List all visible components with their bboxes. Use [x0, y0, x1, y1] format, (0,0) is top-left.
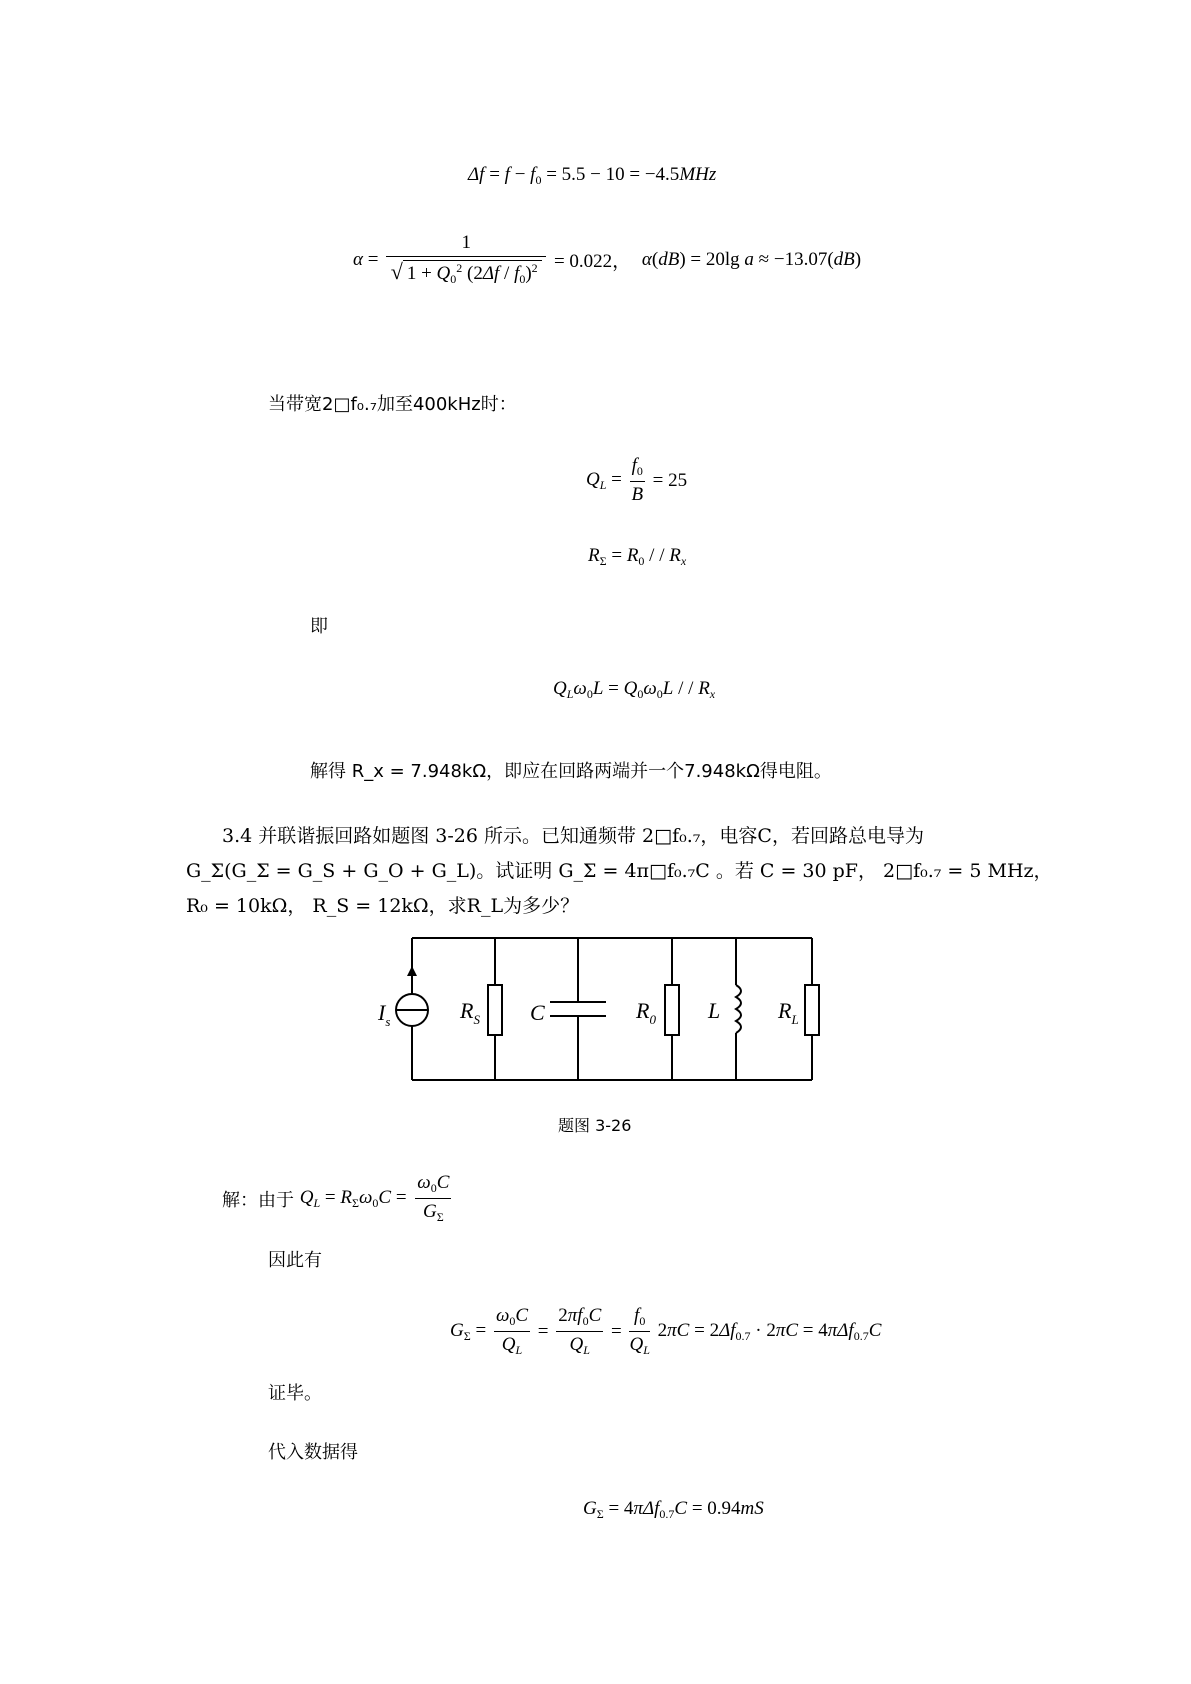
problem-line-3: R₀ = 10kΩ， R_S = 12kΩ，求R_L为多少？	[186, 895, 580, 917]
alpha-result: = 0.022，	[553, 251, 632, 272]
eq-ql: $Q_L$ = $\frac{f_0}{B}$ = 25	[586, 455, 688, 505]
solution-line: 解：由于 $Q_L = R_\Sigma\omega_0C$ = $\frac{\omega_0C}{G_\Sigma}$	[222, 1172, 450, 1224]
therefore-text: 因此有	[268, 1250, 322, 1271]
label-l: L	[708, 998, 721, 1023]
label-rl: $R_L$	[778, 998, 799, 1027]
label-r0: $R_0$	[636, 998, 656, 1027]
eq-ql-omega: $Q_L\omega_0L = Q_0\omega_0L$ / / $R_x$	[553, 678, 716, 701]
solution-intro: 解：由于	[222, 1189, 294, 1211]
eq-r-sigma: $R_\Sigma = R_0$ / / $R_x$	[588, 545, 687, 568]
label-c: C	[530, 1000, 545, 1025]
label-is: $I_s$	[378, 1000, 391, 1029]
eq-g-sigma-derivation: $G_\Sigma$ = $\frac{\omega_0C}{Q_L}$ = $\frac{2\pi f_0C}{Q_L}$ = $\frac{f_0}{Q_L}$ $2\pi C = 2\Delta f_{0.7} \cdot 2\pi C = 4\pi\Delta f_{0.7}C$	[450, 1305, 882, 1357]
problem-line-2: G_Σ(G_Σ = G_S + G_O + G_L)。试证明 G_Σ = 4π□f₀.₇C 。若 C = 30 pF， 2□f₀.₇ = 5 MHz，	[186, 860, 1053, 882]
circuit-diagram	[360, 928, 840, 1088]
proof-done: 证毕。	[268, 1383, 322, 1404]
ji-text: 即	[310, 616, 328, 637]
figure-caption: 题图 3-26	[558, 1116, 632, 1135]
label-rs: $R_S$	[460, 998, 480, 1027]
eq-delta-f: $\Delta f = f - f_0 = 5.5 - 10 = -4.5MHz$	[468, 164, 717, 187]
current-arrow-icon	[407, 966, 417, 976]
problem-line-1: 3.4 并联谐振回路如题图 3-26 所示。已知通频带 2□f₀.₇，电容C，若回路总电导为	[222, 825, 924, 847]
eq-g-sigma-final: $G_\Sigma = 4\pi\Delta f_{0.7}C = 0.94mS$	[583, 1498, 764, 1521]
eq-alpha: α = $\frac{1}{√ 1 + Q_0^2 (2\Delta f / f_0)^2}$ = 0.022， α(dB) = 20lg a ≈ −13.07(dB)	[353, 232, 862, 286]
substitute-text: 代入数据得	[268, 1442, 358, 1463]
solve-rx: 解得 R_x = 7.948kΩ，即应在回路两端并一个7.948kΩ得电阻。	[310, 761, 832, 782]
bandwidth-line: 当带宽2□f₀.₇加至400kHz时：	[268, 394, 517, 415]
